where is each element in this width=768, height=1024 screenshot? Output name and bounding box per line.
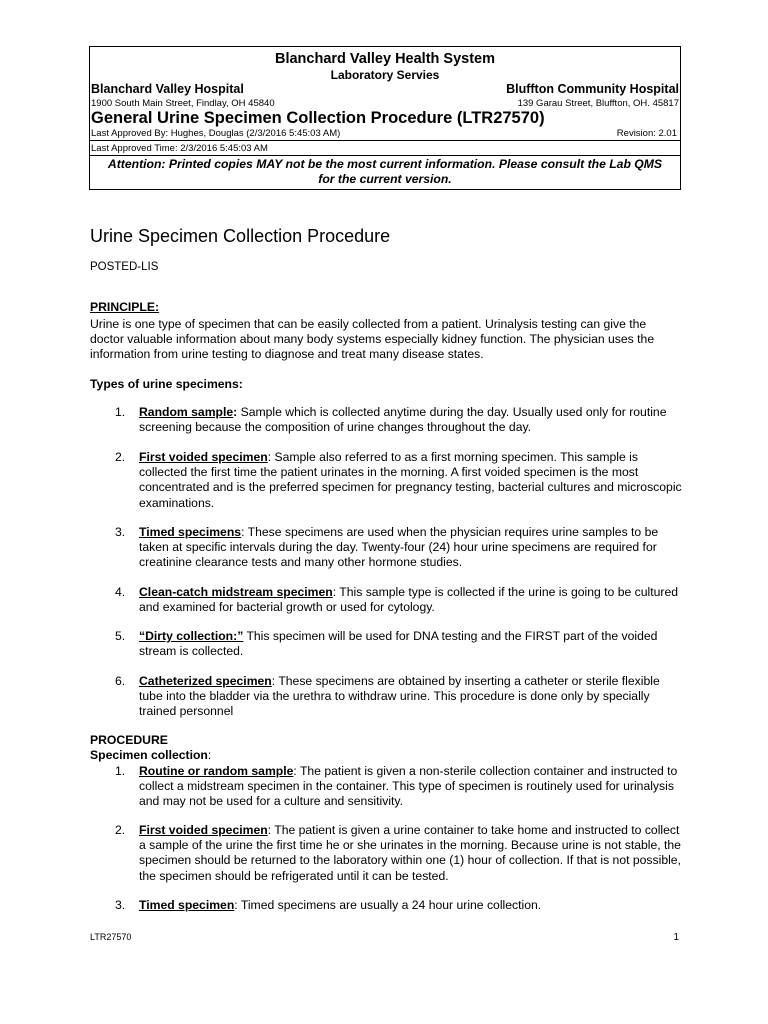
left-facility-name: Blanchard Valley Hospital [91, 82, 244, 96]
list-item-text: Sample which is collected anytime during the day. Usually used only for routine screening because the composition of urine changes throughout the day. [139, 405, 667, 435]
list-item-number: 2. [115, 823, 126, 837]
types-heading: Types of urine specimens: [90, 377, 243, 391]
list-item-text: These specimens are obtained by inserting a catheter or sterile flexible tube into the bladder via the urethra to withdraw urine. This procedure is done only by specially trained personnel [139, 674, 660, 719]
list-item-text: The patient is given a urine container to take home and instructed to collect a sample of the urine the first time he or she urinates in the morning. Because urine is not stable, the specimen should be returned to the laboratory within one (1) hour of collection. If that is not possible, the specimen should be refrigerated until it can be tested. [139, 823, 681, 883]
procedure-title: General Urine Specimen Collection Procedure (LTR27570) [91, 109, 545, 127]
right-facility-name: Bluffton Community Hospital [506, 82, 679, 96]
attention-notice: Attention: Printed copies MAY not be the most current information. Please consult the Lab QMS for the current version. [107, 157, 663, 186]
list-item: 4. Clean-catch midstream specimen: This sample type is collected if the urine is going to be cultured and examined for bacterial growth or used for cytology. [115, 585, 679, 615]
document-title: Urine Specimen Collection Procedure [90, 226, 391, 246]
list-item-text: Timed specimens are usually a 24 hour urine collection. [237, 898, 542, 912]
revision-number: Revision: 2.01 [616, 128, 677, 139]
list-item: 3. Timed specimen: Timed specimens are usually a 24 hour urine collection. [115, 898, 542, 912]
list-item-term: “Dirty collection:” [139, 629, 244, 643]
page-number: 1 [673, 932, 679, 943]
list-item-number: 3. [115, 898, 126, 912]
list-item-term: Routine or random sample [139, 764, 294, 778]
list-item: 2. First voided specimen: Sample also referred to as a first morning specimen. This sample is collected the first time the patient urinates in the morning. A first voided specimen is the most concentrated and is the preferred specimen for pregnancy testing, bacterial cultures and microscopic examinations. [115, 450, 682, 510]
list-item: 1. Random sample: Sample which is collected anytime during the day. Usually used only for routine screening because the composition of urine changes throughout the day. [115, 405, 667, 435]
document-status: POSTED-LIS [90, 261, 159, 273]
department-name: Laboratory Servies [330, 68, 440, 82]
list-item-term: First voided specimen [139, 823, 268, 837]
list-item-term: Clean-catch midstream specimen [139, 585, 333, 599]
principle-heading: PRINCIPLE: [90, 300, 160, 314]
last-approved-by: Last Approved By: Hughes, Douglas (2/3/2016 5:45:03 AM) [91, 128, 341, 139]
list-item-term: First voided specimen [139, 450, 268, 464]
document-header [89, 46, 681, 190]
list-item: 3. Timed specimens: These specimens are used when the physician requires urine samples to be taken at specific intervals during the day. Twenty-four (24) hour urine specimens are required for creatinine clearance tests and many other hormone studies. [115, 525, 659, 570]
last-approved-time: Last Approved Time: 2/3/2016 5:45:03 AM [91, 143, 268, 154]
list-item-number: 4. [115, 585, 126, 599]
header-divider [90, 140, 680, 141]
list-item-term: Random sample [139, 405, 234, 419]
left-facility-address: 1900 South Main Street, Findlay, OH 45840 [91, 98, 275, 109]
list-item-number: 2. [115, 450, 126, 464]
specimen-collection-heading: Specimen collection: [90, 748, 212, 762]
list-item-text: This specimen will be used for DNA testing and the FIRST part of the voided stream is collected. [139, 629, 658, 659]
header-divider-2 [90, 155, 680, 156]
organization-name: Blanchard Valley Health System [274, 51, 495, 67]
list-item-term: Timed specimens [139, 525, 242, 539]
list-item-text: Sample also referred to as a first morning specimen. This sample is collected the first time the patient urinates in the morning. A first voided specimen is the most concentrated and is the preferred specimen for pregnancy testing, bacterial cultures and microscopic examinations. [139, 450, 682, 510]
footer-doc-id: LTR27570 [90, 932, 132, 942]
right-facility-address: 139 Garau Street, Bluffton, OH. 45817 [517, 98, 679, 109]
list-item-text: This sample type is collected if the urine is going to be cultured and examined for bacterial growth or used for cytology. [139, 585, 679, 615]
list-item: 1. Routine or random sample: The patient is given a non-sterile collection container and instructed to collect a midstream specimen in the container. This type of specimen is routinely used for urinalysis and may not be used for a culture and sensitivity. [115, 764, 678, 809]
list-item-text: These specimens are used when the physician requires urine samples to be taken at specific intervals during the day. Twenty-four (24) hour urine specimens are required for creatinine clearance tests and many other hormone studies. [139, 525, 659, 570]
list-item-number: 3. [115, 525, 126, 539]
list-item: 6. Catheterized specimen: These specimens are obtained by inserting a catheter or sterile flexible tube into the bladder via the urethra to withdraw urine. This procedure is done only by specially trained personnel [115, 674, 660, 719]
list-item-text: The patient is given a non-sterile collection container and instructed to collect a midstream specimen in the container. This type of specimen is routinely used for urinalysis and may not be used for a culture and sensitivity. [139, 764, 678, 809]
list-item [115, 629, 685, 659]
list-item-term: Catheterized specimen [139, 674, 272, 688]
list-item-number: 1. [115, 405, 126, 419]
list-item-number: 6. [115, 674, 126, 688]
list-item-number: 1. [115, 764, 126, 778]
principle-text: Urine is one type of specimen that can be easily collected from a patient. Urinalysis testing can give the doctor valuable information about many body systems especially kidney function. The physician uses the information from urine testing to diagnose and treat many disease states. [90, 317, 655, 362]
list-item-term: Timed specimen [139, 898, 235, 912]
procedure-heading: PROCEDURE [90, 733, 168, 747]
list-item: 2. First voided specimen: The patient is given a urine container to take home and instructed to collect a sample of the urine the first time he or she urinates in the morning. Because urine is not stable, the specimen should be returned to the laboratory within one (1) hour of collection. If that is not possible, the specimen should be refrigerated until it can be tested. [115, 823, 681, 883]
list-item-number: 5. [115, 629, 126, 643]
